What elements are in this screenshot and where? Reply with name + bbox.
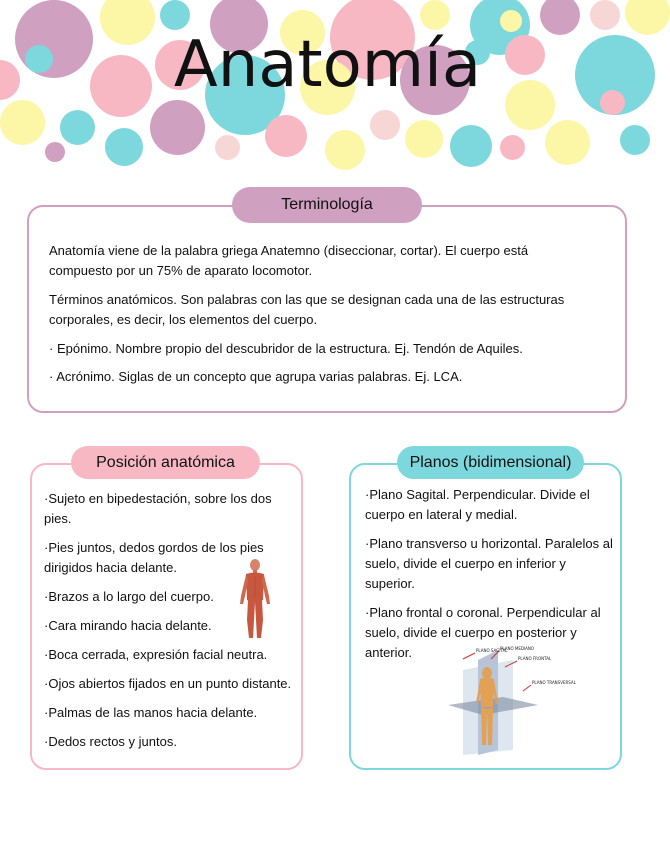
posicion-card	[30, 463, 303, 770]
planos-card	[349, 463, 622, 770]
decor-dot	[420, 0, 450, 30]
planos-heading: Planos (bidimensional)	[397, 446, 584, 479]
header-banner	[0, 0, 655, 175]
decor-dot	[160, 0, 190, 30]
posicion-heading: Posición anatómica	[71, 446, 260, 479]
plane-label: PLANO SAGITAL	[476, 648, 508, 653]
anatomical-planes-image	[443, 645, 576, 760]
decor-dot	[620, 125, 650, 155]
decor-dot	[45, 142, 65, 162]
posicion-item: ·Ojos abiertos fijados en un punto distante.	[44, 676, 292, 691]
terminologia-paragraph: · Epónimo. Nombre propio del descubridor de la estructura. Ej. Tendón de Aquiles.	[49, 341, 523, 356]
plane-label: PLANO MEDIANO	[500, 646, 534, 651]
posicion-item: ·Cara mirando hacia delante.	[44, 618, 212, 633]
posicion-item: ·Sujeto en bipedestación, sobre los dos pies.	[44, 491, 272, 526]
planos-item: ·Plano Sagital. Perpendicular. Divide el cuerpo en lateral y medial.	[365, 487, 590, 522]
plane-label: PLANO FRONTAL	[518, 656, 552, 661]
anatomical-figure-image	[237, 558, 273, 642]
planos-item: ·Plano frontal o coronal. Perpendicular al suelo, divide el cuerpo en posterior y anterior.	[365, 605, 601, 660]
decor-dot	[60, 110, 95, 145]
terminologia-paragraph: Anatomía viene de la palabra griega Anatemno (diseccionar, cortar). El cuerpo está compuesto por un 75% de aparato locomotor.	[49, 243, 529, 278]
posicion-item: ·Brazos a lo largo del cuerpo.	[44, 589, 214, 604]
decor-dot	[265, 115, 307, 157]
decor-dot	[450, 125, 492, 167]
decor-dot	[370, 110, 400, 140]
terminologia-paragraph: · Acrónimo. Siglas de un concepto que agrupa varias palabras. Ej. LCA.	[49, 369, 463, 384]
decor-dot	[215, 135, 240, 160]
decor-dot	[545, 120, 590, 165]
planos-item: ·Plano transverso u horizontal. Paralelos al suelo, divide el cuerpo en inferior y superior.	[365, 536, 613, 591]
decor-dot	[105, 128, 143, 166]
decor-dot	[150, 100, 205, 155]
page-title: Anatomía	[173, 28, 482, 102]
posicion-item: ·Palmas de las manos hacia delante.	[44, 705, 258, 720]
posicion-item: ·Dedos rectos y juntos.	[44, 734, 177, 749]
decor-dot	[500, 135, 525, 160]
decor-dot	[0, 100, 45, 145]
posicion-item: ·Pies juntos, dedos gordos de los pies dirigidos hacia delante.	[44, 540, 264, 575]
posicion-item: ·Boca cerrada, expresión facial neutra.	[44, 647, 268, 662]
terminologia-heading: Terminología	[232, 187, 422, 223]
decor-dot	[405, 120, 443, 158]
decor-dot	[325, 130, 365, 170]
plane-label: PLANO TRANSVERSAL	[532, 680, 576, 685]
terminologia-card	[27, 205, 627, 413]
terminologia-paragraph: Términos anatómicos. Son palabras con las que se designan cada una de las estructuras corporales, es decir, los elementos del cuerpo.	[49, 292, 565, 327]
decor-dot	[590, 0, 620, 30]
